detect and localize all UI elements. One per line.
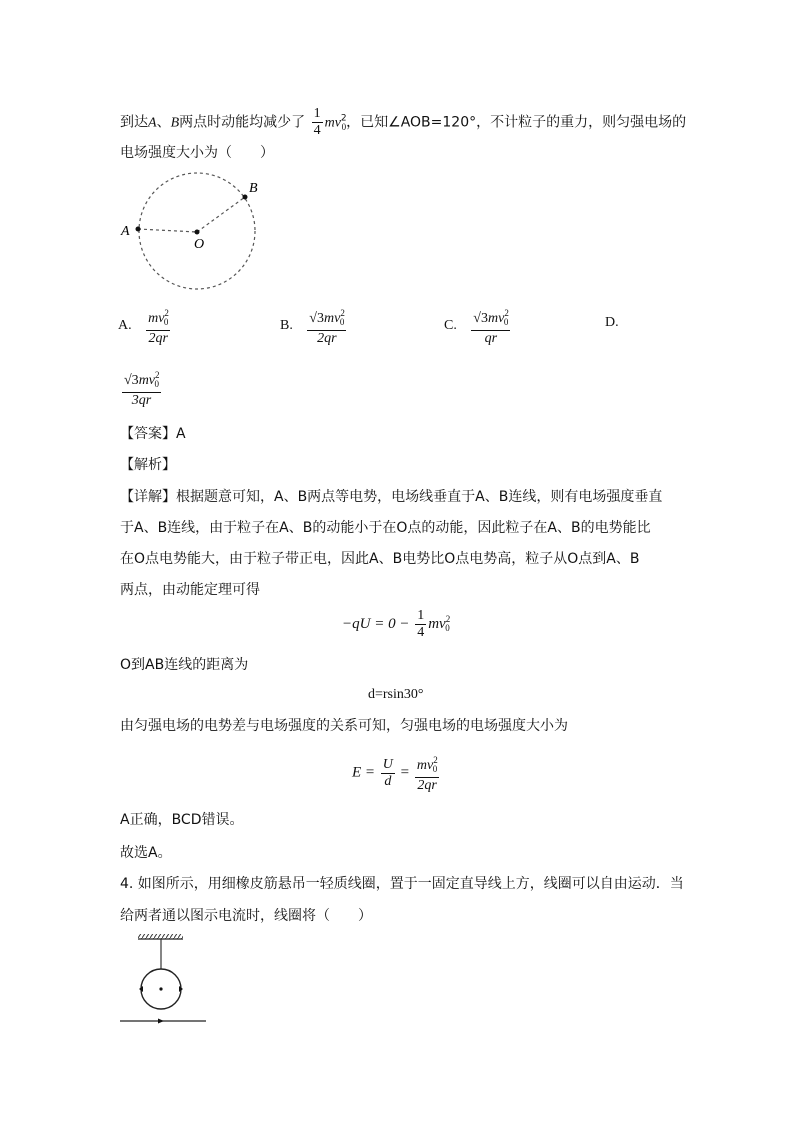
- ceiling-hatch: [138, 934, 183, 939]
- q3-text-mid: 两点时动能均减少了: [179, 114, 306, 131]
- detail-line-8: 故选A。: [120, 845, 172, 861]
- option-a[interactable]: A. $\frac{mv^2_0}{2qr}$: [118, 305, 172, 347]
- q3-text-post: ，已知∠AOB=120°，不计粒子的重力，则匀强电场的: [346, 114, 687, 131]
- q4-line-1: 4. 如图所示，用细橡皮筋悬吊一轻质线圈，置于一固定直导线上方，线圈可以自由运动．当: [120, 876, 684, 892]
- answer-value: A: [176, 426, 186, 442]
- equation-energy: −qU = 0 − $\frac{1}{4}$ $mv^2_0$: [342, 608, 451, 640]
- q4-line-2: 给两者通以图示电流时，线圈将（ ）: [120, 908, 372, 924]
- label-o: O: [194, 237, 205, 252]
- dot-b: [243, 195, 248, 200]
- label-b: B: [249, 181, 258, 196]
- q3-line-2: 电场强度大小为（ ）: [120, 145, 274, 161]
- answer-tag: 【答案】: [120, 426, 176, 442]
- detail-line-3: 在O点电势能大，由于粒子带正电，因此A、B电势比O点电势高，粒子从O点到A、B: [120, 551, 640, 567]
- equation-distance: d=rsin30°: [368, 687, 424, 702]
- option-c[interactable]: C. $\frac{√3mv^2_0}{qr}$: [444, 305, 512, 347]
- point-a: A: [148, 115, 157, 131]
- circle-figure: [118, 170, 278, 295]
- label-a: A: [121, 224, 130, 239]
- detail-line-1: 【详解】根据题意可知，A、B两点等电势，电场线垂直于A、B连线，则有电场强度垂直: [120, 489, 663, 505]
- fraction-quarter: $\frac{1}{4}$: [313, 106, 321, 138]
- dot-o: [195, 230, 200, 235]
- option-d-label[interactable]: D.: [605, 315, 619, 330]
- sep: 、: [156, 114, 171, 131]
- q3-text-pre: 到达: [120, 114, 148, 131]
- detail-line-7: A正确，BCD错误。: [120, 812, 244, 828]
- detail-line-2: 于A、B连线，由于粒子在A、B的动能小于在O点的动能，因此粒子在A、B的电势能比: [120, 520, 651, 536]
- dot-a: [136, 227, 141, 232]
- option-d-value[interactable]: $\frac{√3mv^2_0}{3qr}$: [120, 367, 163, 409]
- coil-figure: [118, 932, 210, 1028]
- segment-oa: [138, 229, 197, 232]
- segment-ob: [197, 197, 245, 232]
- detail-line-4: 两点，由动能定理可得: [120, 582, 260, 598]
- option-b[interactable]: B. $\frac{√3mv^2_0}{2qr}$: [280, 305, 348, 347]
- q3-line-1: 到达A、B两点时动能均减少了 $\frac{1}{4}$ $mv^2_0$，已知∠AOB=120°，不计粒子的重力，则匀强电场的: [120, 106, 687, 138]
- equation-field: E = $\frac{U}{d}$ = $\frac{mv^2_0}{2qr}$: [352, 752, 441, 794]
- detail-line-5: O到AB连线的距离为: [120, 657, 249, 673]
- point-b: B: [170, 115, 180, 131]
- answer-line: [120, 424, 186, 444]
- detail-tag: 【详解】: [120, 489, 176, 505]
- coil-center-dot: [159, 987, 162, 990]
- analysis-tag: 【解析】: [120, 457, 176, 473]
- detail-line-6: 由匀强电场的电势差与电场强度的关系可知，匀强电场的电场强度大小为: [120, 718, 568, 734]
- wire-current-arrow: [158, 1019, 164, 1024]
